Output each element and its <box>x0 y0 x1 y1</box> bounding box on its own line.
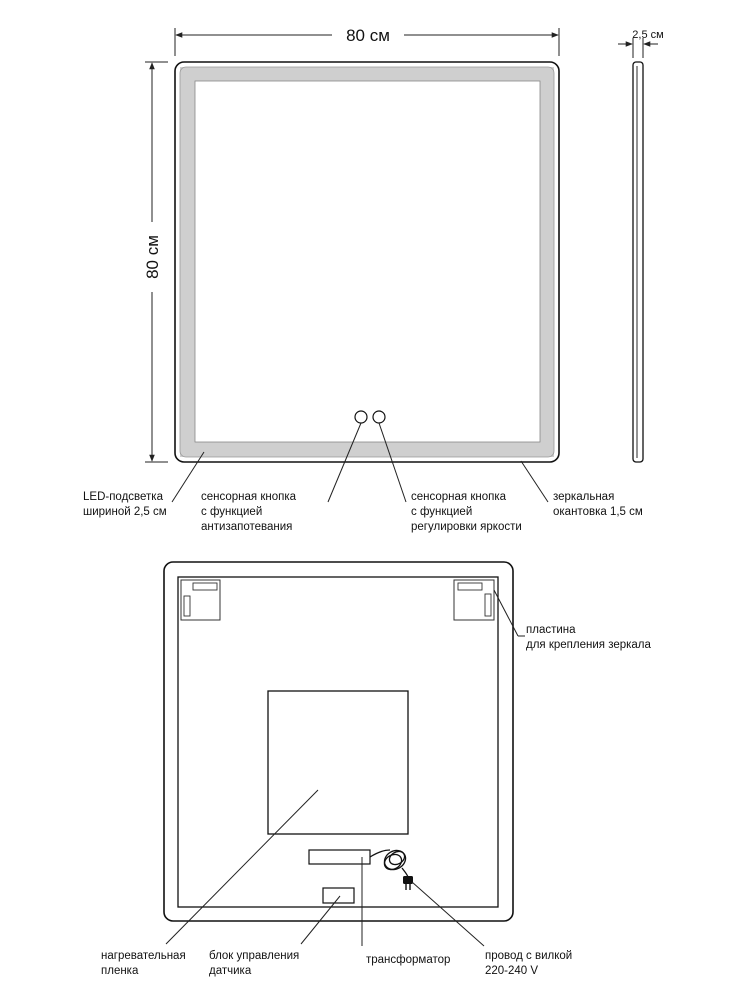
antifog-label: сенсорная кнопка с функцией антизапотевания <box>201 491 297 533</box>
mirror-glass <box>195 81 540 442</box>
brightness-label: сенсорная кнопка с функцией регулировки яркости <box>411 491 522 533</box>
edging-label: зеркальная окантовка 1,5 см <box>553 491 643 518</box>
height-dimension: 80 см <box>143 235 162 279</box>
heating-film-label: нагревательная пленка <box>101 950 186 977</box>
mounting-plate-left <box>181 580 220 620</box>
front-view <box>143 26 559 462</box>
led-label: LED-подсветка шириной 2,5 см <box>83 491 167 518</box>
width-dimension: 80 см <box>346 26 390 45</box>
side-view <box>618 29 664 462</box>
antifog-touch-button-icon <box>355 411 367 423</box>
sensor-block-label: блок управления датчика <box>209 950 300 977</box>
mounting-plate-label: пластина для крепления зеркала <box>526 624 651 651</box>
mounting-plate-right <box>454 580 494 620</box>
transformer-block <box>309 850 370 864</box>
back-view <box>164 562 513 921</box>
depth-dimension: 2,5 см <box>632 29 664 41</box>
cable-label: провод с вилкой 220-240 V <box>485 950 573 977</box>
mirror-side-profile <box>633 62 643 462</box>
transformer-label: трансформатор <box>366 954 451 966</box>
heating-film <box>268 691 408 834</box>
brightness-touch-button-icon <box>373 411 385 423</box>
sensor-control-block <box>323 888 354 903</box>
